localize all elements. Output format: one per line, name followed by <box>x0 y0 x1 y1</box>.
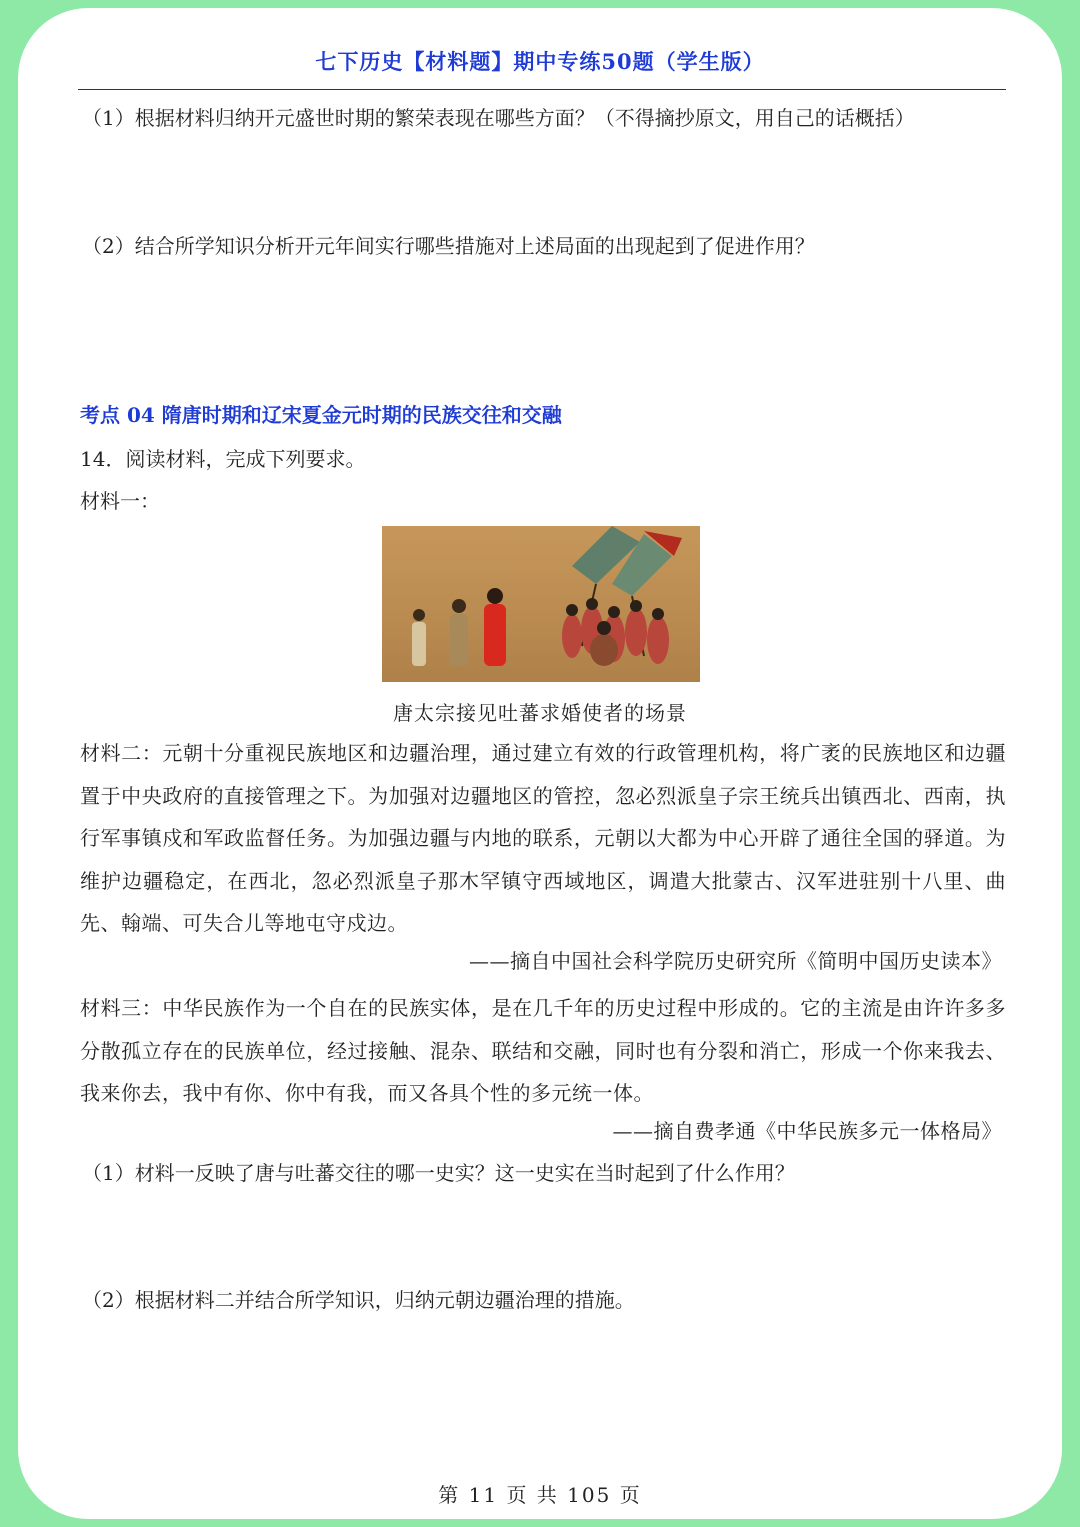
section-heading: 考点 04 隋唐时期和辽宋夏金元时期的民族交往和交融 <box>80 403 562 427</box>
question-1-top: （1）根据材料归纳开元盛世时期的繁荣表现在哪些方面？（不得摘抄原文，用自己的话概括） <box>82 106 915 130</box>
material-1-label: 材料一： <box>80 489 160 513</box>
material-3-text: 材料三：中华民族作为一个自在的民族实体，是在几千年的历史过程中形成的。它的主流是由许许多多分散孤立存在的民族单位，经过接触、混杂、联结和交融，同时也有分裂和消亡，形成一个你来我去、我来你去，我中有你、你中有我，而又各具个性的多元统一体。 <box>80 996 1006 1105</box>
problem-stem: 14．阅读材料，完成下列要求。 <box>80 447 366 471</box>
material-3-source: ——摘自费孝通《中华民族多元一体格局》 <box>612 1119 1002 1143</box>
question-2-top: （2）结合所学知识分析开元年间实行哪些措施对上述局面的出现起到了促进作用？ <box>82 234 815 258</box>
problem-14-question-1: （1）材料一反映了唐与吐蕃交往的哪一史实？这一史实在当时起到了什么作用？ <box>82 1161 795 1185</box>
figure-caption: 唐太宗接见吐蕃求婚使者的场景 <box>393 701 687 725</box>
material-2-text: 材料二：元朝十分重视民族地区和边疆治理，通过建立有效的行政管理机构，将广袤的民族地区和边疆置于中央政府的直接管理之下。为加强对边疆地区的管控，忽必烈派皇子宗王统兵出镇西北、西南，执行军事镇戍和军政监督任务。为加强边疆与内地的联系，元朝以大都为中心开辟了通往全国的驿道。为维护边疆稳定，在西北，忽必烈派皇子那木罕镇守西域地区，调遣大批蒙古、汉军进驻别十八里、曲先、翰端、可失合儿等地屯守戍边。 <box>80 741 1006 935</box>
historical-painting-image <box>382 526 700 682</box>
page-title: 七下历史【材料题】期中专练50题（学生版） <box>315 49 765 74</box>
material-2-source: ——摘自中国社会科学院历史研究所《简明中国历史读本》 <box>469 949 1002 973</box>
header-divider <box>78 89 1006 90</box>
problem-14-question-2: （2）根据材料二并结合所学知识，归纳元朝边疆治理的措施。 <box>82 1288 635 1312</box>
page-number: 第 11 页 共 105 页 <box>438 1483 642 1507</box>
